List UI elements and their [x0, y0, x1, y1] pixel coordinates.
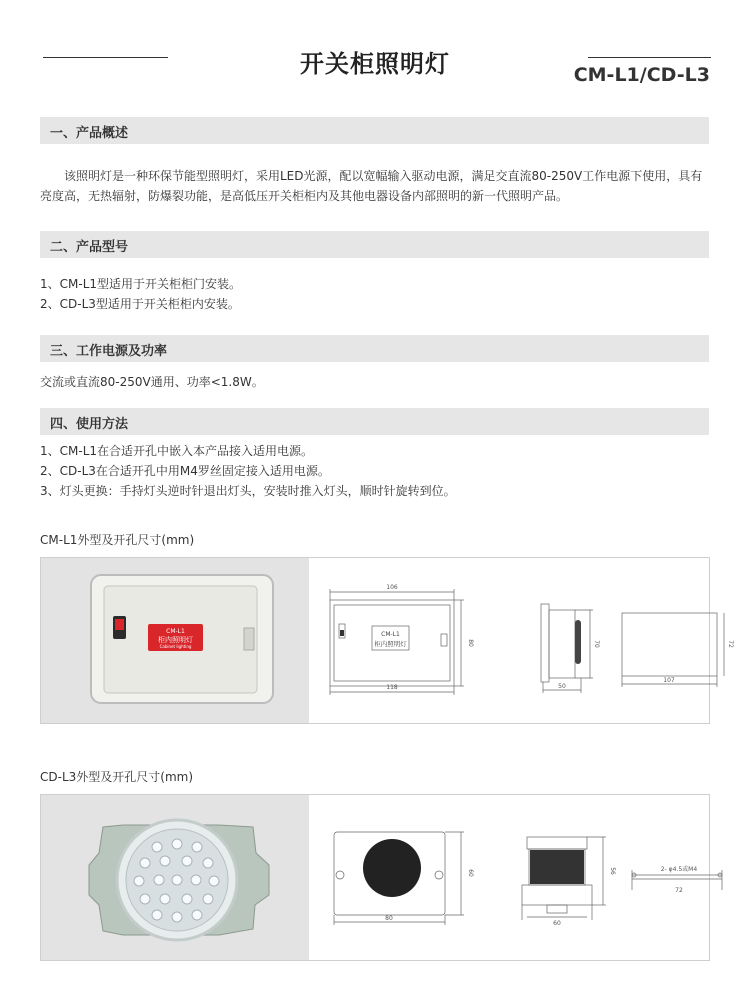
list-item: 3、灯头更换：手持灯头逆时针退出灯头，安装时推入灯头，顺时针旋转到位。 — [40, 484, 456, 498]
models-list — [40, 274, 709, 314]
list-item: 2、CD-L3在合适开孔中用M4罗丝固定接入适用电源。 — [40, 464, 330, 478]
dim-hole-spacing: 72 — [675, 887, 683, 894]
label-model: CM-L1 — [166, 628, 185, 635]
section-title: 三、工作电源及功率 — [50, 344, 168, 359]
section-header-power — [40, 335, 709, 362]
dim-base-height: 60 — [467, 869, 474, 877]
section-header-overview — [40, 117, 709, 144]
section-header-models — [40, 231, 709, 258]
dim-cutout-width: 107 — [663, 677, 675, 684]
label-model-drawing: CM-L1 — [381, 631, 400, 638]
overview-paragraph: 该照明灯是一种环保节能型照明灯，采用LED光源，配以宽幅输入驱动电源，满足交直流80-250V工作电源下使用，具有亮度高，无热辐射，防爆裂功能，是高低压开关柜柜内及其他电器设备内部照明的新一代照明产品。 — [40, 169, 703, 203]
product-photo-cm-l1 — [41, 558, 309, 723]
list-item: 交流或直流80-250V通用、功率<1.8W。 — [40, 375, 264, 389]
section-title: 二、产品型号 — [50, 240, 129, 255]
figure-cd-l3 — [40, 794, 710, 961]
model-code: CM-L1/CD-L3 — [573, 64, 710, 86]
page-title: 开关柜照明灯 — [300, 50, 450, 78]
dim-front-height: 80 — [467, 639, 474, 647]
power-text — [40, 372, 709, 392]
cd-l3-dimension-drawings — [309, 795, 709, 960]
dim-side-height: 70 — [593, 640, 600, 648]
label-name: 柜内照明灯 — [158, 636, 193, 644]
dim-side-depth: 50 — [558, 683, 566, 690]
dim-front-width: 106 — [386, 584, 398, 591]
dim-cutout-height: 72 — [727, 640, 734, 648]
cm-l1-photo-illustration — [41, 558, 309, 723]
dim-base-width: 80 — [385, 915, 393, 922]
dim-side-height: 56 — [609, 867, 616, 875]
cd-l3-photo-illustration — [41, 795, 309, 960]
list-item: 1、CM-L1型适用于开关柜柜门安装。 — [40, 277, 242, 291]
cm-l1-dimension-drawings — [309, 558, 734, 723]
label-name-drawing: 柜内照明灯 — [374, 640, 407, 648]
list-item: 2、CD-L3型适用于开关柜柜内安装。 — [40, 297, 240, 311]
dim-side-width: 60 — [553, 920, 561, 927]
figure-caption-cd-l3: CD-L3外型及开孔尺寸(mm) — [40, 770, 194, 784]
usage-list — [40, 441, 709, 501]
section-title: 四、使用方法 — [50, 417, 129, 432]
list-item: 1、CM-L1在合适开孔中嵌入本产品接入适用电源。 — [40, 444, 314, 458]
label-subtitle: Cabinet lighting — [159, 644, 192, 649]
section-header-usage — [40, 408, 709, 435]
section-title: 一、产品概述 — [50, 126, 129, 141]
dim-front-outer-width: 118 — [386, 684, 398, 691]
product-photo-cd-l3 — [41, 795, 309, 960]
figure-cm-l1 — [40, 557, 734, 724]
figure-caption-cm-l1: CM-L1外型及开孔尺寸(mm) — [40, 533, 195, 547]
dim-hole-note: 2- φ4.5或M4 — [660, 866, 698, 873]
